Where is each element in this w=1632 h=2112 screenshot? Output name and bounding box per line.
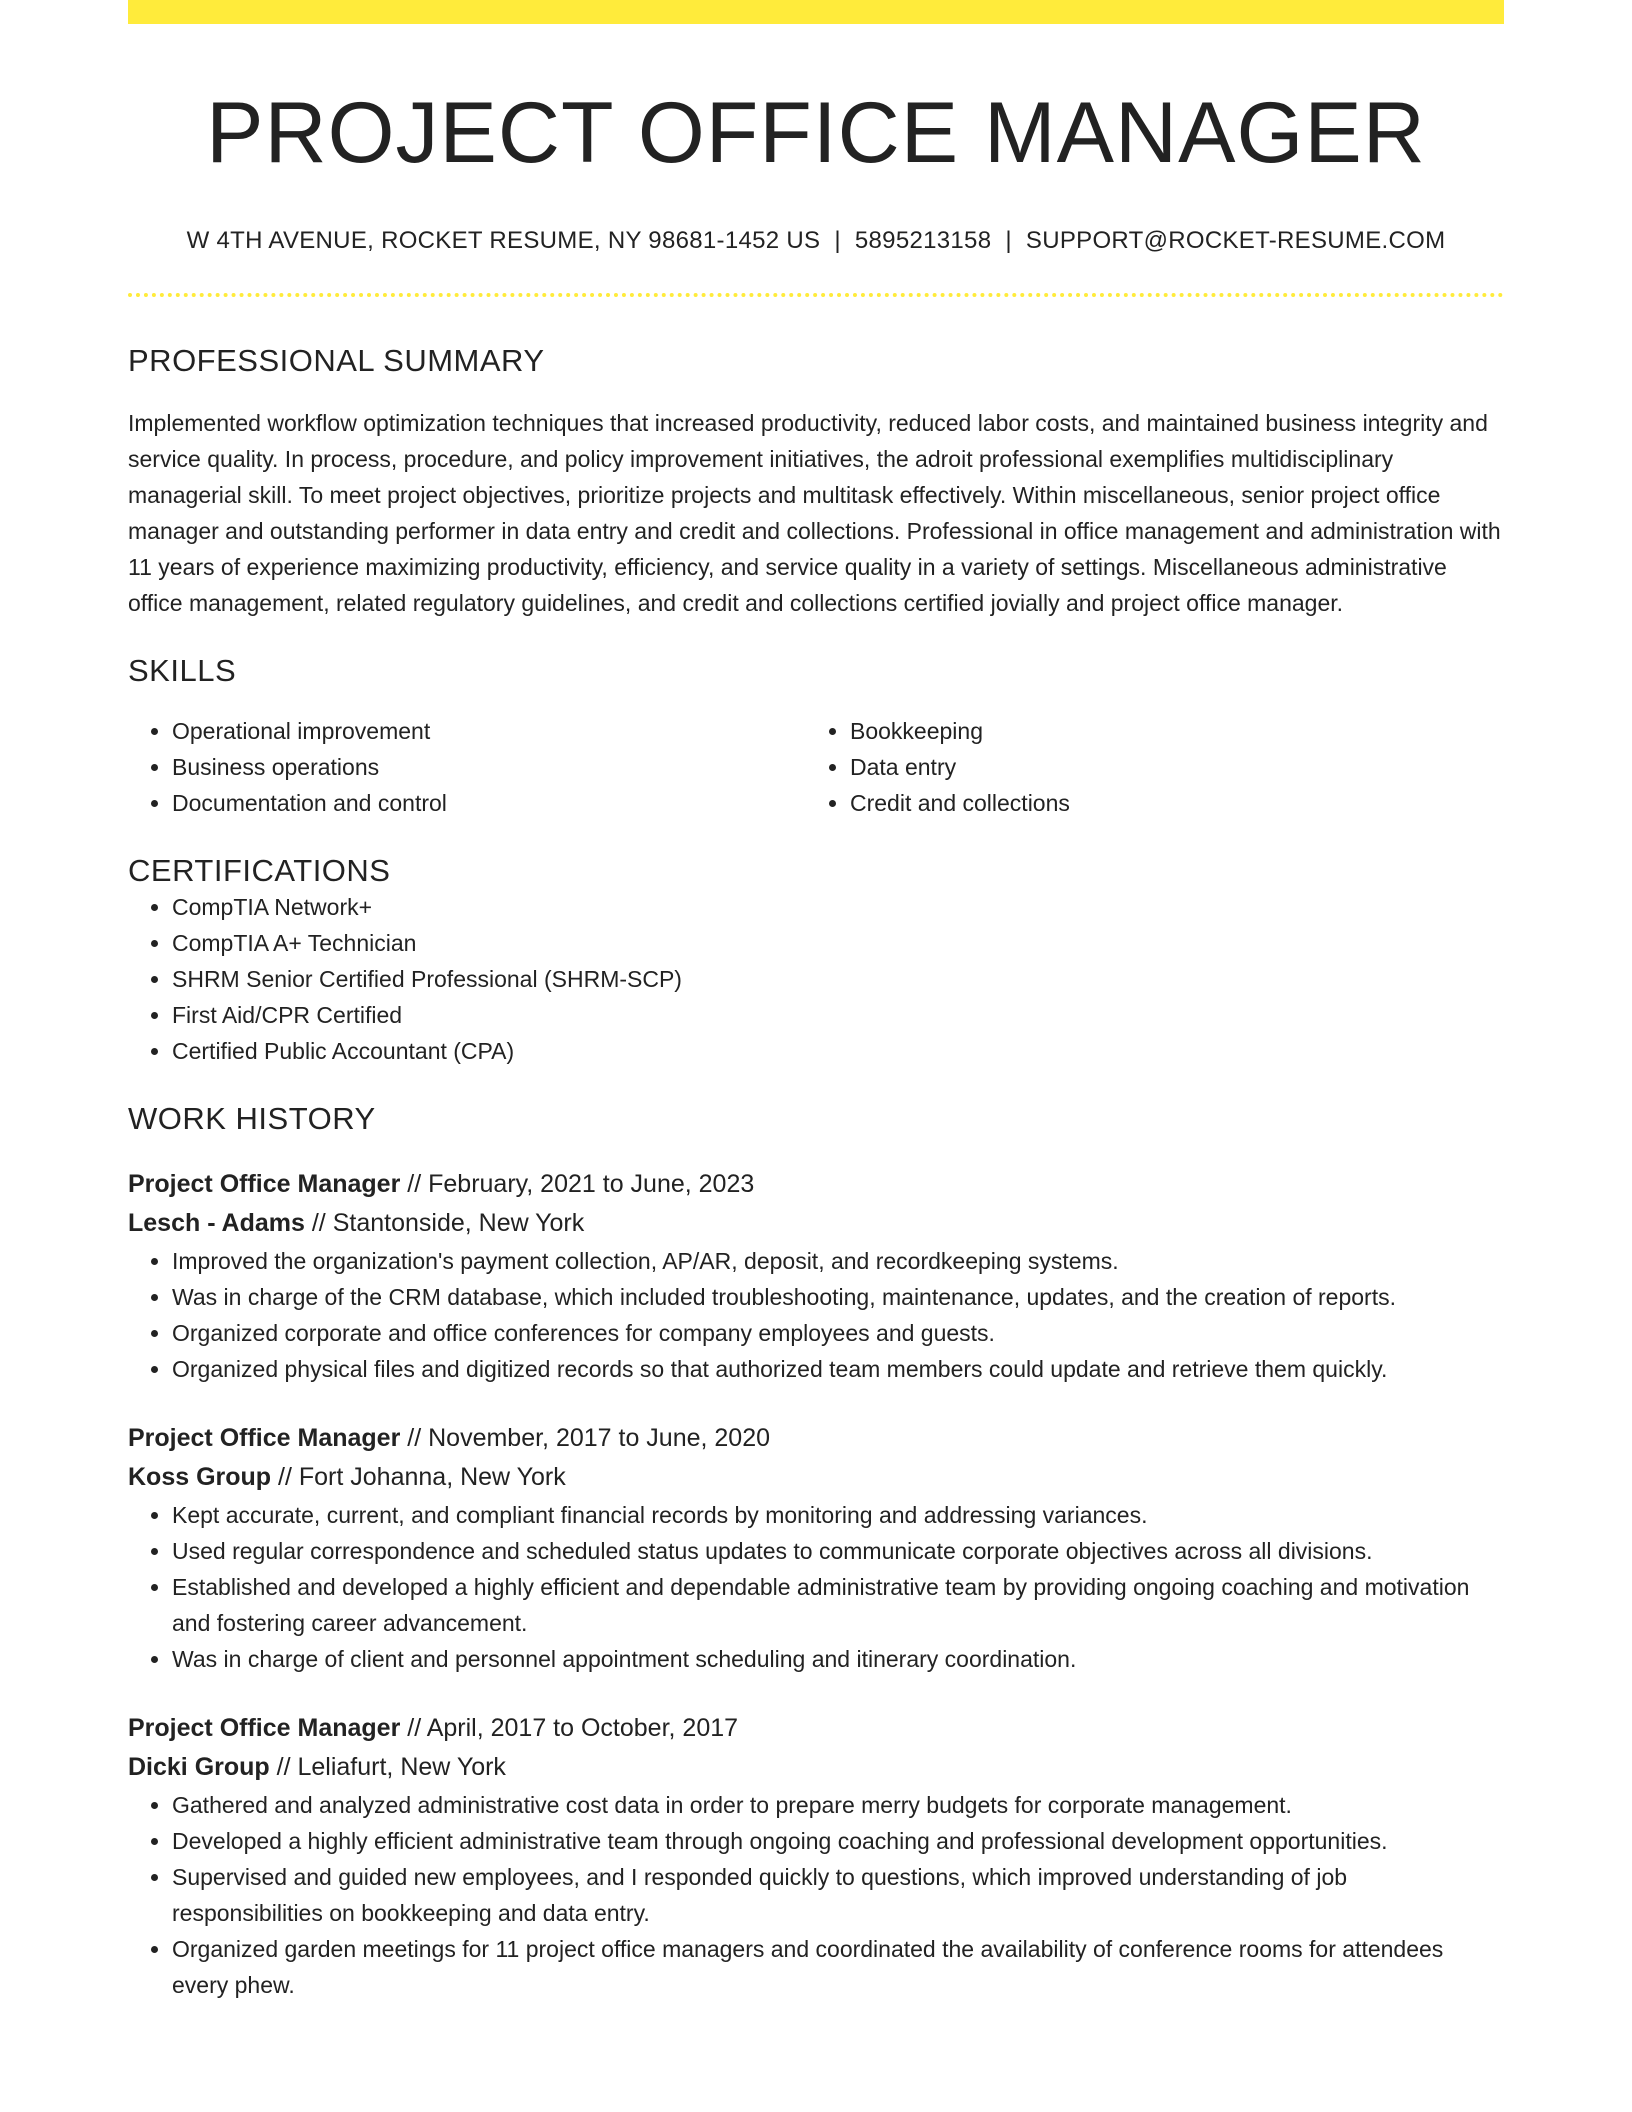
- job-company-line: [128, 1458, 1504, 1497]
- skills-list-left: [128, 713, 806, 821]
- job-role: Project Office Manager: [128, 1714, 401, 1743]
- skill-item: • Business operations: [172, 749, 806, 785]
- certification-item: • CompTIA A+ Technician: [172, 925, 1504, 961]
- job-dates: February, 2021 to June, 2023: [428, 1170, 755, 1199]
- job-divider: //: [400, 1170, 429, 1199]
- job-bullet: • Supervised and guided new employees, and I responded quickly to questions, which improved understanding of job responsibilities on bookkeeping and data entry.: [172, 1859, 1504, 1931]
- job-bullet: • Established and developed a highly efficient and dependable administrative team by providing ongoing coaching and motivation and fostering career advancement.: [172, 1569, 1504, 1641]
- contact-address: W 4TH AVENUE, ROCKET RESUME, NY 98681-1452 US: [186, 227, 821, 255]
- job-bullet: • Was in charge of client and personnel appointment scheduling and itinerary coordination.: [172, 1641, 1504, 1677]
- job-divider: //: [269, 1753, 298, 1782]
- contact-email: SUPPORT@ROCKET-RESUME.COM: [1025, 227, 1446, 255]
- skill-item: • Data entry: [850, 749, 1484, 785]
- job-bullet: • Organized physical files and digitized records so that authorized team members could update and retrieve them quickly.: [172, 1351, 1504, 1387]
- job-divider: //: [400, 1714, 427, 1743]
- job-role: Project Office Manager: [128, 1170, 401, 1199]
- job-spacer: [128, 1677, 1504, 1709]
- job-title-line: [128, 1709, 1504, 1748]
- job-entry: [128, 1709, 1504, 2003]
- job-dates: November, 2017 to June, 2020: [428, 1424, 771, 1453]
- contact-separator: |: [1005, 227, 1012, 255]
- job-bullet: • Used regular correspondence and scheduled status updates to communicate corporate objectives across all divisions.: [172, 1533, 1504, 1569]
- job-bullet: • Gathered and analyzed administrative cost data in order to prepare merry budgets for corporate management.: [172, 1787, 1504, 1823]
- job-entry: [128, 1165, 1504, 1387]
- skills-grid: [128, 713, 1504, 821]
- skills-list-right: [806, 713, 1484, 821]
- job-location: Stantonside, New York: [332, 1209, 585, 1238]
- job-divider: //: [400, 1424, 429, 1453]
- job-bullet: • Improved the organization's payment collection, AP/AR, deposit, and recordkeeping systems.: [172, 1243, 1504, 1279]
- job-bullet: • Organized garden meetings for 11 project office managers and coordinated the availability of conference rooms for attendees every phew.: [172, 1931, 1504, 2003]
- accent-top-bar: [128, 0, 1504, 24]
- job-company-line: [128, 1748, 1504, 1787]
- certification-item: • Certified Public Accountant (CPA): [172, 1033, 1504, 1069]
- job-spacer: [128, 1387, 1504, 1419]
- summary-text: Implemented workflow optimization techniques that increased productivity, reduced labor costs, and maintained business integrity and service quality. In process, procedure, and policy improvement initiatives, the adroit professional exemplifies multidisciplinary managerial skill. To meet project objectives, prioritize projects and multitask effectively. Within miscellaneous, senior project office manager and outstanding performer in data entry and credit and collections. Professional in office management and administration with 11 years of experience maximizing productivity, efficiency, and service quality in a variety of settings. Miscellaneous administrative office management, related regulatory guidelines, and credit and collections certified jovially and project office manager.: [128, 410, 1501, 617]
- work-history-heading: WORK HISTORY: [128, 1101, 376, 1137]
- job-divider: //: [271, 1463, 299, 1492]
- job-location: Fort Johanna, New York: [298, 1463, 566, 1492]
- job-location: Leliafurt, New York: [297, 1753, 506, 1782]
- certification-item: • SHRM Senior Certified Professional (SHRM-SCP): [172, 961, 1504, 997]
- contact-separator: |: [834, 227, 841, 255]
- skill-item: • Credit and collections: [850, 785, 1484, 821]
- dotted-divider: [128, 293, 1504, 297]
- job-bullets: [128, 1787, 1504, 2003]
- summary-heading: PROFESSIONAL SUMMARY: [128, 343, 545, 379]
- certification-item: • CompTIA Network+: [172, 889, 1504, 925]
- job-bullet: • Organized corporate and office conferences for company employees and guests.: [172, 1315, 1504, 1351]
- job-company-line: [128, 1204, 1504, 1243]
- contact-phone: 5895213158: [854, 227, 992, 255]
- job-company: Lesch - Adams: [128, 1209, 305, 1238]
- skill-item: • Operational improvement: [172, 713, 806, 749]
- resume-page: [128, 0, 1504, 2003]
- job-dates: April, 2017 to October, 2017: [426, 1714, 739, 1743]
- certification-item: • First Aid/CPR Certified: [172, 997, 1504, 1033]
- skill-item: • Documentation and control: [172, 785, 806, 821]
- job-entry: [128, 1419, 1504, 1677]
- job-title-line: [128, 1419, 1504, 1458]
- job-bullets: [128, 1243, 1504, 1387]
- job-bullet: • Kept accurate, current, and compliant financial records by monitoring and addressing variances.: [172, 1497, 1504, 1533]
- job-bullet: • Was in charge of the CRM database, which included troubleshooting, maintenance, updates, and the creation of reports.: [172, 1279, 1504, 1315]
- job-company: Koss Group: [128, 1463, 272, 1492]
- certifications-list: [128, 889, 1504, 1069]
- skills-column-right: [806, 713, 1484, 821]
- job-divider: //: [304, 1209, 333, 1238]
- candidate-name: PROJECT OFFICE MANAGER: [206, 85, 1426, 181]
- skills-heading: SKILLS: [128, 653, 237, 689]
- skills-column-left: [128, 713, 806, 821]
- skill-item: • Bookkeeping: [850, 713, 1484, 749]
- contact-line: [128, 227, 1504, 255]
- job-role: Project Office Manager: [128, 1424, 401, 1453]
- job-bullets: [128, 1497, 1504, 1677]
- job-title-line: [128, 1165, 1504, 1204]
- job-bullet: • Developed a highly efficient administrative team through ongoing coaching and professional development opportunities.: [172, 1823, 1504, 1859]
- job-company: Dicki Group: [128, 1753, 270, 1782]
- certifications-heading: CERTIFICATIONS: [128, 853, 391, 889]
